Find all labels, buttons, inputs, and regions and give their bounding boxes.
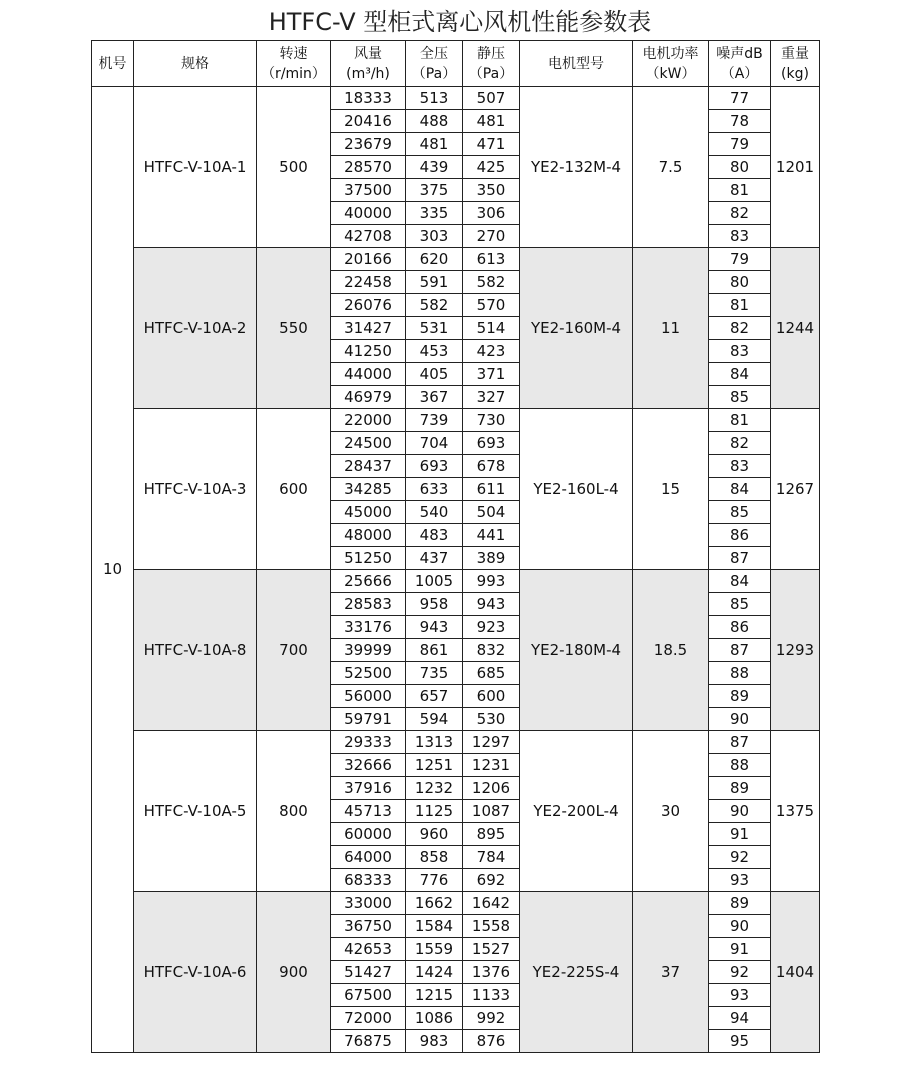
total-pressure-cell: 488	[406, 110, 463, 133]
static-pressure-cell: 371	[463, 363, 520, 386]
machine-no-cell: 10	[92, 87, 134, 1053]
airflow-cell: 46979	[331, 386, 406, 409]
weight-cell: 1267	[771, 409, 820, 570]
noise-cell: 89	[709, 685, 771, 708]
airflow-cell: 48000	[331, 524, 406, 547]
total-pressure-cell: 704	[406, 432, 463, 455]
header-static-pressure: 静压 （Pa）	[463, 41, 520, 87]
airflow-cell: 32666	[331, 754, 406, 777]
noise-cell: 82	[709, 202, 771, 225]
spec-cell: HTFC-V-10A-3	[134, 409, 257, 570]
page-title: HTFC-V 型柜式离心风机性能参数表	[268, 8, 652, 36]
airflow-cell: 36750	[331, 915, 406, 938]
noise-cell: 83	[709, 225, 771, 248]
noise-cell: 92	[709, 846, 771, 869]
speed-cell: 600	[257, 409, 331, 570]
header-noise: 噪声dB （A）	[709, 41, 771, 87]
total-pressure-cell: 513	[406, 87, 463, 110]
noise-cell: 85	[709, 593, 771, 616]
motor-model-cell: YE2-160M-4	[520, 248, 633, 409]
static-pressure-cell: 327	[463, 386, 520, 409]
airflow-cell: 18333	[331, 87, 406, 110]
total-pressure-cell: 1232	[406, 777, 463, 800]
airflow-cell: 51250	[331, 547, 406, 570]
total-pressure-cell: 1086	[406, 1007, 463, 1030]
total-pressure-cell: 1559	[406, 938, 463, 961]
total-pressure-cell: 375	[406, 179, 463, 202]
noise-cell: 83	[709, 455, 771, 478]
noise-cell: 93	[709, 869, 771, 892]
static-pressure-cell: 425	[463, 156, 520, 179]
static-pressure-cell: 1527	[463, 938, 520, 961]
total-pressure-cell: 657	[406, 685, 463, 708]
static-pressure-cell: 530	[463, 708, 520, 731]
total-pressure-cell: 693	[406, 455, 463, 478]
static-pressure-cell: 1376	[463, 961, 520, 984]
static-pressure-cell: 570	[463, 294, 520, 317]
static-pressure-cell: 481	[463, 110, 520, 133]
static-pressure-cell: 1133	[463, 984, 520, 1007]
total-pressure-cell: 633	[406, 478, 463, 501]
total-pressure-cell: 858	[406, 846, 463, 869]
table-row	[92, 248, 820, 271]
airflow-cell: 39999	[331, 639, 406, 662]
airflow-cell: 37500	[331, 179, 406, 202]
noise-cell: 84	[709, 478, 771, 501]
spec-cell: HTFC-V-10A-5	[134, 731, 257, 892]
noise-cell: 86	[709, 524, 771, 547]
motor-power-cell: 37	[633, 892, 709, 1053]
noise-cell: 87	[709, 731, 771, 754]
noise-cell: 78	[709, 110, 771, 133]
airflow-cell: 72000	[331, 1007, 406, 1030]
static-pressure-cell: 876	[463, 1030, 520, 1053]
total-pressure-cell: 367	[406, 386, 463, 409]
static-pressure-cell: 611	[463, 478, 520, 501]
noise-cell: 77	[709, 87, 771, 110]
noise-cell: 90	[709, 708, 771, 731]
table-row	[92, 731, 820, 754]
motor-model-cell: YE2-225S-4	[520, 892, 633, 1053]
total-pressure-cell: 861	[406, 639, 463, 662]
total-pressure-cell: 481	[406, 133, 463, 156]
static-pressure-cell: 685	[463, 662, 520, 685]
static-pressure-cell: 582	[463, 271, 520, 294]
noise-cell: 79	[709, 133, 771, 156]
static-pressure-cell: 600	[463, 685, 520, 708]
noise-cell: 90	[709, 915, 771, 938]
motor-model-cell: YE2-160L-4	[520, 409, 633, 570]
noise-cell: 85	[709, 501, 771, 524]
static-pressure-cell: 1558	[463, 915, 520, 938]
noise-cell: 89	[709, 892, 771, 915]
airflow-cell: 28437	[331, 455, 406, 478]
table-row	[92, 409, 820, 432]
header-motor-model: 电机型号	[520, 41, 633, 87]
total-pressure-cell: 1125	[406, 800, 463, 823]
noise-cell: 90	[709, 800, 771, 823]
noise-cell: 80	[709, 271, 771, 294]
static-pressure-cell: 423	[463, 340, 520, 363]
static-pressure-cell: 784	[463, 846, 520, 869]
noise-cell: 87	[709, 639, 771, 662]
total-pressure-cell: 405	[406, 363, 463, 386]
airflow-cell: 20416	[331, 110, 406, 133]
noise-cell: 87	[709, 547, 771, 570]
noise-cell: 93	[709, 984, 771, 1007]
noise-cell: 80	[709, 156, 771, 179]
noise-cell: 82	[709, 317, 771, 340]
static-pressure-cell: 1087	[463, 800, 520, 823]
motor-power-cell: 7.5	[633, 87, 709, 248]
static-pressure-cell: 895	[463, 823, 520, 846]
speed-cell: 500	[257, 87, 331, 248]
noise-cell: 92	[709, 961, 771, 984]
total-pressure-cell: 983	[406, 1030, 463, 1053]
noise-cell: 89	[709, 777, 771, 800]
weight-cell: 1293	[771, 570, 820, 731]
header-speed: 转速 （r/min）	[257, 41, 331, 87]
airflow-cell: 24500	[331, 432, 406, 455]
airflow-cell: 28583	[331, 593, 406, 616]
motor-model-cell: YE2-200L-4	[520, 731, 633, 892]
noise-cell: 94	[709, 1007, 771, 1030]
airflow-cell: 45713	[331, 800, 406, 823]
static-pressure-cell: 441	[463, 524, 520, 547]
airflow-cell: 29333	[331, 731, 406, 754]
noise-cell: 84	[709, 570, 771, 593]
airflow-cell: 23679	[331, 133, 406, 156]
static-pressure-cell: 992	[463, 1007, 520, 1030]
speed-cell: 900	[257, 892, 331, 1053]
total-pressure-cell: 735	[406, 662, 463, 685]
motor-power-cell: 18.5	[633, 570, 709, 731]
airflow-cell: 42708	[331, 225, 406, 248]
total-pressure-cell: 439	[406, 156, 463, 179]
weight-cell: 1404	[771, 892, 820, 1053]
static-pressure-cell: 693	[463, 432, 520, 455]
total-pressure-cell: 958	[406, 593, 463, 616]
noise-cell: 84	[709, 363, 771, 386]
total-pressure-cell: 531	[406, 317, 463, 340]
airflow-cell: 28570	[331, 156, 406, 179]
noise-cell: 83	[709, 340, 771, 363]
airflow-cell: 33176	[331, 616, 406, 639]
total-pressure-cell: 437	[406, 547, 463, 570]
static-pressure-cell: 923	[463, 616, 520, 639]
airflow-cell: 60000	[331, 823, 406, 846]
airflow-cell: 40000	[331, 202, 406, 225]
header-motor-power: 电机功率 （kW）	[633, 41, 709, 87]
static-pressure-cell: 507	[463, 87, 520, 110]
header-weight: 重量 (kg)	[771, 41, 820, 87]
total-pressure-cell: 1584	[406, 915, 463, 938]
spec-cell: HTFC-V-10A-2	[134, 248, 257, 409]
noise-cell: 86	[709, 616, 771, 639]
airflow-cell: 76875	[331, 1030, 406, 1053]
airflow-cell: 22000	[331, 409, 406, 432]
static-pressure-cell: 692	[463, 869, 520, 892]
static-pressure-cell: 943	[463, 593, 520, 616]
total-pressure-cell: 1424	[406, 961, 463, 984]
motor-model-cell: YE2-132M-4	[520, 87, 633, 248]
total-pressure-cell: 453	[406, 340, 463, 363]
performance-table	[91, 40, 820, 1053]
total-pressure-cell: 776	[406, 869, 463, 892]
weight-cell: 1244	[771, 248, 820, 409]
spec-cell: HTFC-V-10A-6	[134, 892, 257, 1053]
airflow-cell: 59791	[331, 708, 406, 731]
motor-power-cell: 30	[633, 731, 709, 892]
static-pressure-cell: 270	[463, 225, 520, 248]
airflow-cell: 33000	[331, 892, 406, 915]
total-pressure-cell: 591	[406, 271, 463, 294]
weight-cell: 1201	[771, 87, 820, 248]
spec-cell: HTFC-V-10A-8	[134, 570, 257, 731]
noise-cell: 81	[709, 179, 771, 202]
noise-cell: 91	[709, 823, 771, 846]
speed-cell: 800	[257, 731, 331, 892]
static-pressure-cell: 471	[463, 133, 520, 156]
noise-cell: 81	[709, 409, 771, 432]
airflow-cell: 20166	[331, 248, 406, 271]
header-spec: 规格	[134, 41, 257, 87]
total-pressure-cell: 1215	[406, 984, 463, 1007]
table-row	[92, 892, 820, 915]
table-row	[92, 87, 820, 110]
table-body	[92, 87, 820, 1053]
static-pressure-cell: 832	[463, 639, 520, 662]
noise-cell: 79	[709, 248, 771, 271]
static-pressure-cell: 1231	[463, 754, 520, 777]
noise-cell: 88	[709, 662, 771, 685]
spec-cell: HTFC-V-10A-1	[134, 87, 257, 248]
total-pressure-cell: 540	[406, 501, 463, 524]
motor-power-cell: 11	[633, 248, 709, 409]
airflow-cell: 26076	[331, 294, 406, 317]
airflow-cell: 37916	[331, 777, 406, 800]
static-pressure-cell: 514	[463, 317, 520, 340]
static-pressure-cell: 504	[463, 501, 520, 524]
static-pressure-cell: 1297	[463, 731, 520, 754]
airflow-cell: 31427	[331, 317, 406, 340]
total-pressure-cell: 739	[406, 409, 463, 432]
airflow-cell: 25666	[331, 570, 406, 593]
airflow-cell: 51427	[331, 961, 406, 984]
airflow-cell: 45000	[331, 501, 406, 524]
total-pressure-cell: 303	[406, 225, 463, 248]
total-pressure-cell: 943	[406, 616, 463, 639]
speed-cell: 700	[257, 570, 331, 731]
header-machine-no: 机号	[92, 41, 134, 87]
noise-cell: 85	[709, 386, 771, 409]
speed-cell: 550	[257, 248, 331, 409]
airflow-cell: 34285	[331, 478, 406, 501]
airflow-cell: 64000	[331, 846, 406, 869]
airflow-cell: 52500	[331, 662, 406, 685]
static-pressure-cell: 1206	[463, 777, 520, 800]
total-pressure-cell: 1313	[406, 731, 463, 754]
airflow-cell: 68333	[331, 869, 406, 892]
motor-power-cell: 15	[633, 409, 709, 570]
noise-cell: 88	[709, 754, 771, 777]
static-pressure-cell: 613	[463, 248, 520, 271]
airflow-cell: 67500	[331, 984, 406, 1007]
airflow-cell: 41250	[331, 340, 406, 363]
total-pressure-cell: 620	[406, 248, 463, 271]
total-pressure-cell: 960	[406, 823, 463, 846]
total-pressure-cell: 1662	[406, 892, 463, 915]
static-pressure-cell: 350	[463, 179, 520, 202]
noise-cell: 82	[709, 432, 771, 455]
airflow-cell: 42653	[331, 938, 406, 961]
static-pressure-cell: 306	[463, 202, 520, 225]
airflow-cell: 56000	[331, 685, 406, 708]
weight-cell: 1375	[771, 731, 820, 892]
static-pressure-cell: 678	[463, 455, 520, 478]
static-pressure-cell: 730	[463, 409, 520, 432]
total-pressure-cell: 582	[406, 294, 463, 317]
noise-cell: 91	[709, 938, 771, 961]
noise-cell: 81	[709, 294, 771, 317]
total-pressure-cell: 594	[406, 708, 463, 731]
total-pressure-cell: 483	[406, 524, 463, 547]
total-pressure-cell: 1251	[406, 754, 463, 777]
table-row	[92, 570, 820, 593]
noise-cell: 95	[709, 1030, 771, 1053]
header-total-pressure: 全压 （Pa）	[406, 41, 463, 87]
static-pressure-cell: 993	[463, 570, 520, 593]
airflow-cell: 22458	[331, 271, 406, 294]
static-pressure-cell: 1642	[463, 892, 520, 915]
static-pressure-cell: 389	[463, 547, 520, 570]
total-pressure-cell: 1005	[406, 570, 463, 593]
total-pressure-cell: 335	[406, 202, 463, 225]
header-row	[92, 41, 820, 87]
motor-model-cell: YE2-180M-4	[520, 570, 633, 731]
header-airflow: 风量 (m³/h)	[331, 41, 406, 87]
airflow-cell: 44000	[331, 363, 406, 386]
